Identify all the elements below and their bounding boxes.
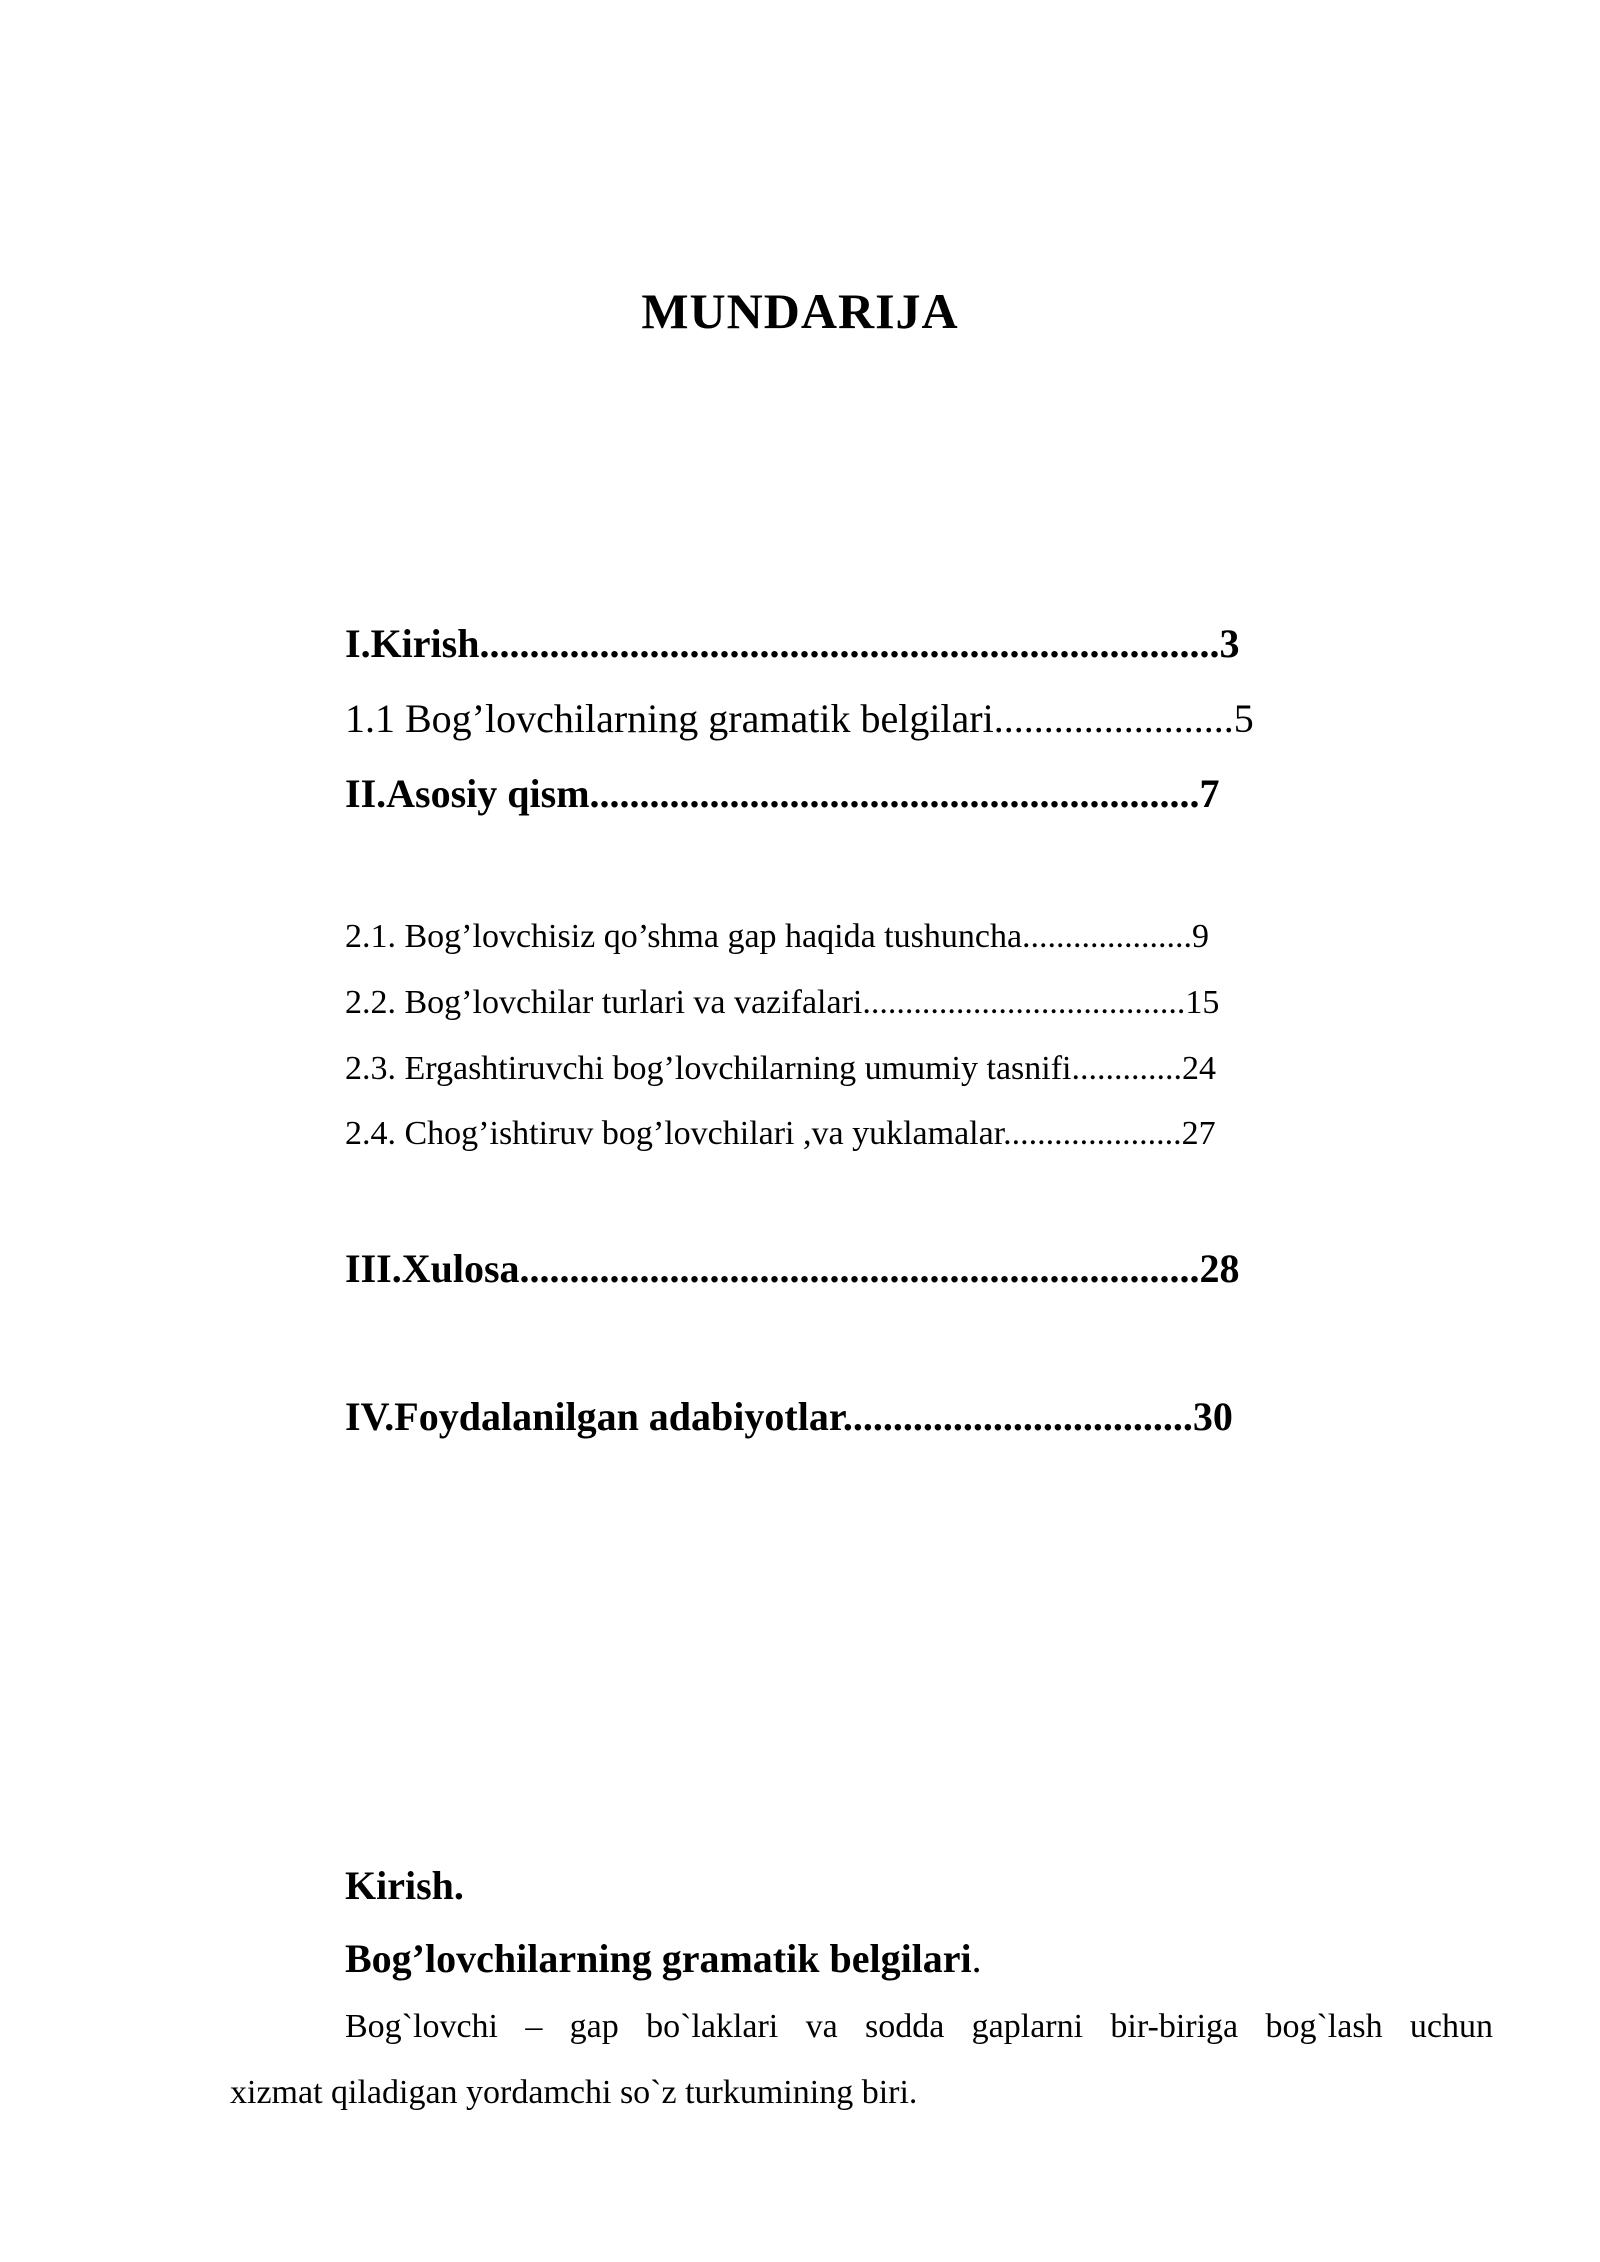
toc-entry-1-1[interactable]: 1.1 Bog’lovchilarning gramatik belgilari........................5 bbox=[345, 696, 1254, 741]
toc-entry-asosiy-qism[interactable]: II.Asosiy qism.............................................................7 bbox=[345, 771, 1220, 816]
section-subheading bbox=[345, 1935, 982, 1982]
subheading-text: Bog’lovchilarning gramatik belgilari bbox=[345, 1936, 972, 1981]
paragraph-line-2: xizmat qiladigan yordamchi so`z turkumining biri. bbox=[230, 2074, 918, 2111]
subheading-period: . bbox=[971, 1936, 982, 1981]
toc-entry-2-1[interactable]: 2.1. Bog’lovchisiz qo’shma gap haqida tushuncha....................9 bbox=[345, 918, 1210, 955]
paragraph-line-1: Bog`lovchi – gap bo`laklari va sodda gaplarni bir-biriga bog`lash uchun bbox=[345, 2008, 1493, 2045]
toc-entry-adabiyotlar[interactable]: IV.Foydalanilgan adabiyotlar...................................30 bbox=[345, 1394, 1233, 1439]
section-heading: Kirish. bbox=[345, 1863, 464, 1908]
toc-entry-2-2[interactable]: 2.2. Bog’lovchilar turlari va vazifalari......................................15 bbox=[345, 984, 1220, 1021]
page-title: MUNDARIJA bbox=[641, 283, 959, 339]
toc-entry-2-3[interactable]: 2.3. Ergashtiruvchi bog’lovchilarning umumiy tasnifi.............24 bbox=[345, 1050, 1216, 1087]
toc-entry-kirish[interactable]: I.Kirish..........................................................................3 bbox=[345, 621, 1240, 666]
toc-entry-xulosa[interactable]: III.Xulosa....................................................................28 bbox=[345, 1246, 1240, 1291]
toc-entry-2-4[interactable]: 2.4. Chog’ishtiruv bog’lovchilari ,va yuklamalar.....................27 bbox=[345, 1115, 1216, 1152]
